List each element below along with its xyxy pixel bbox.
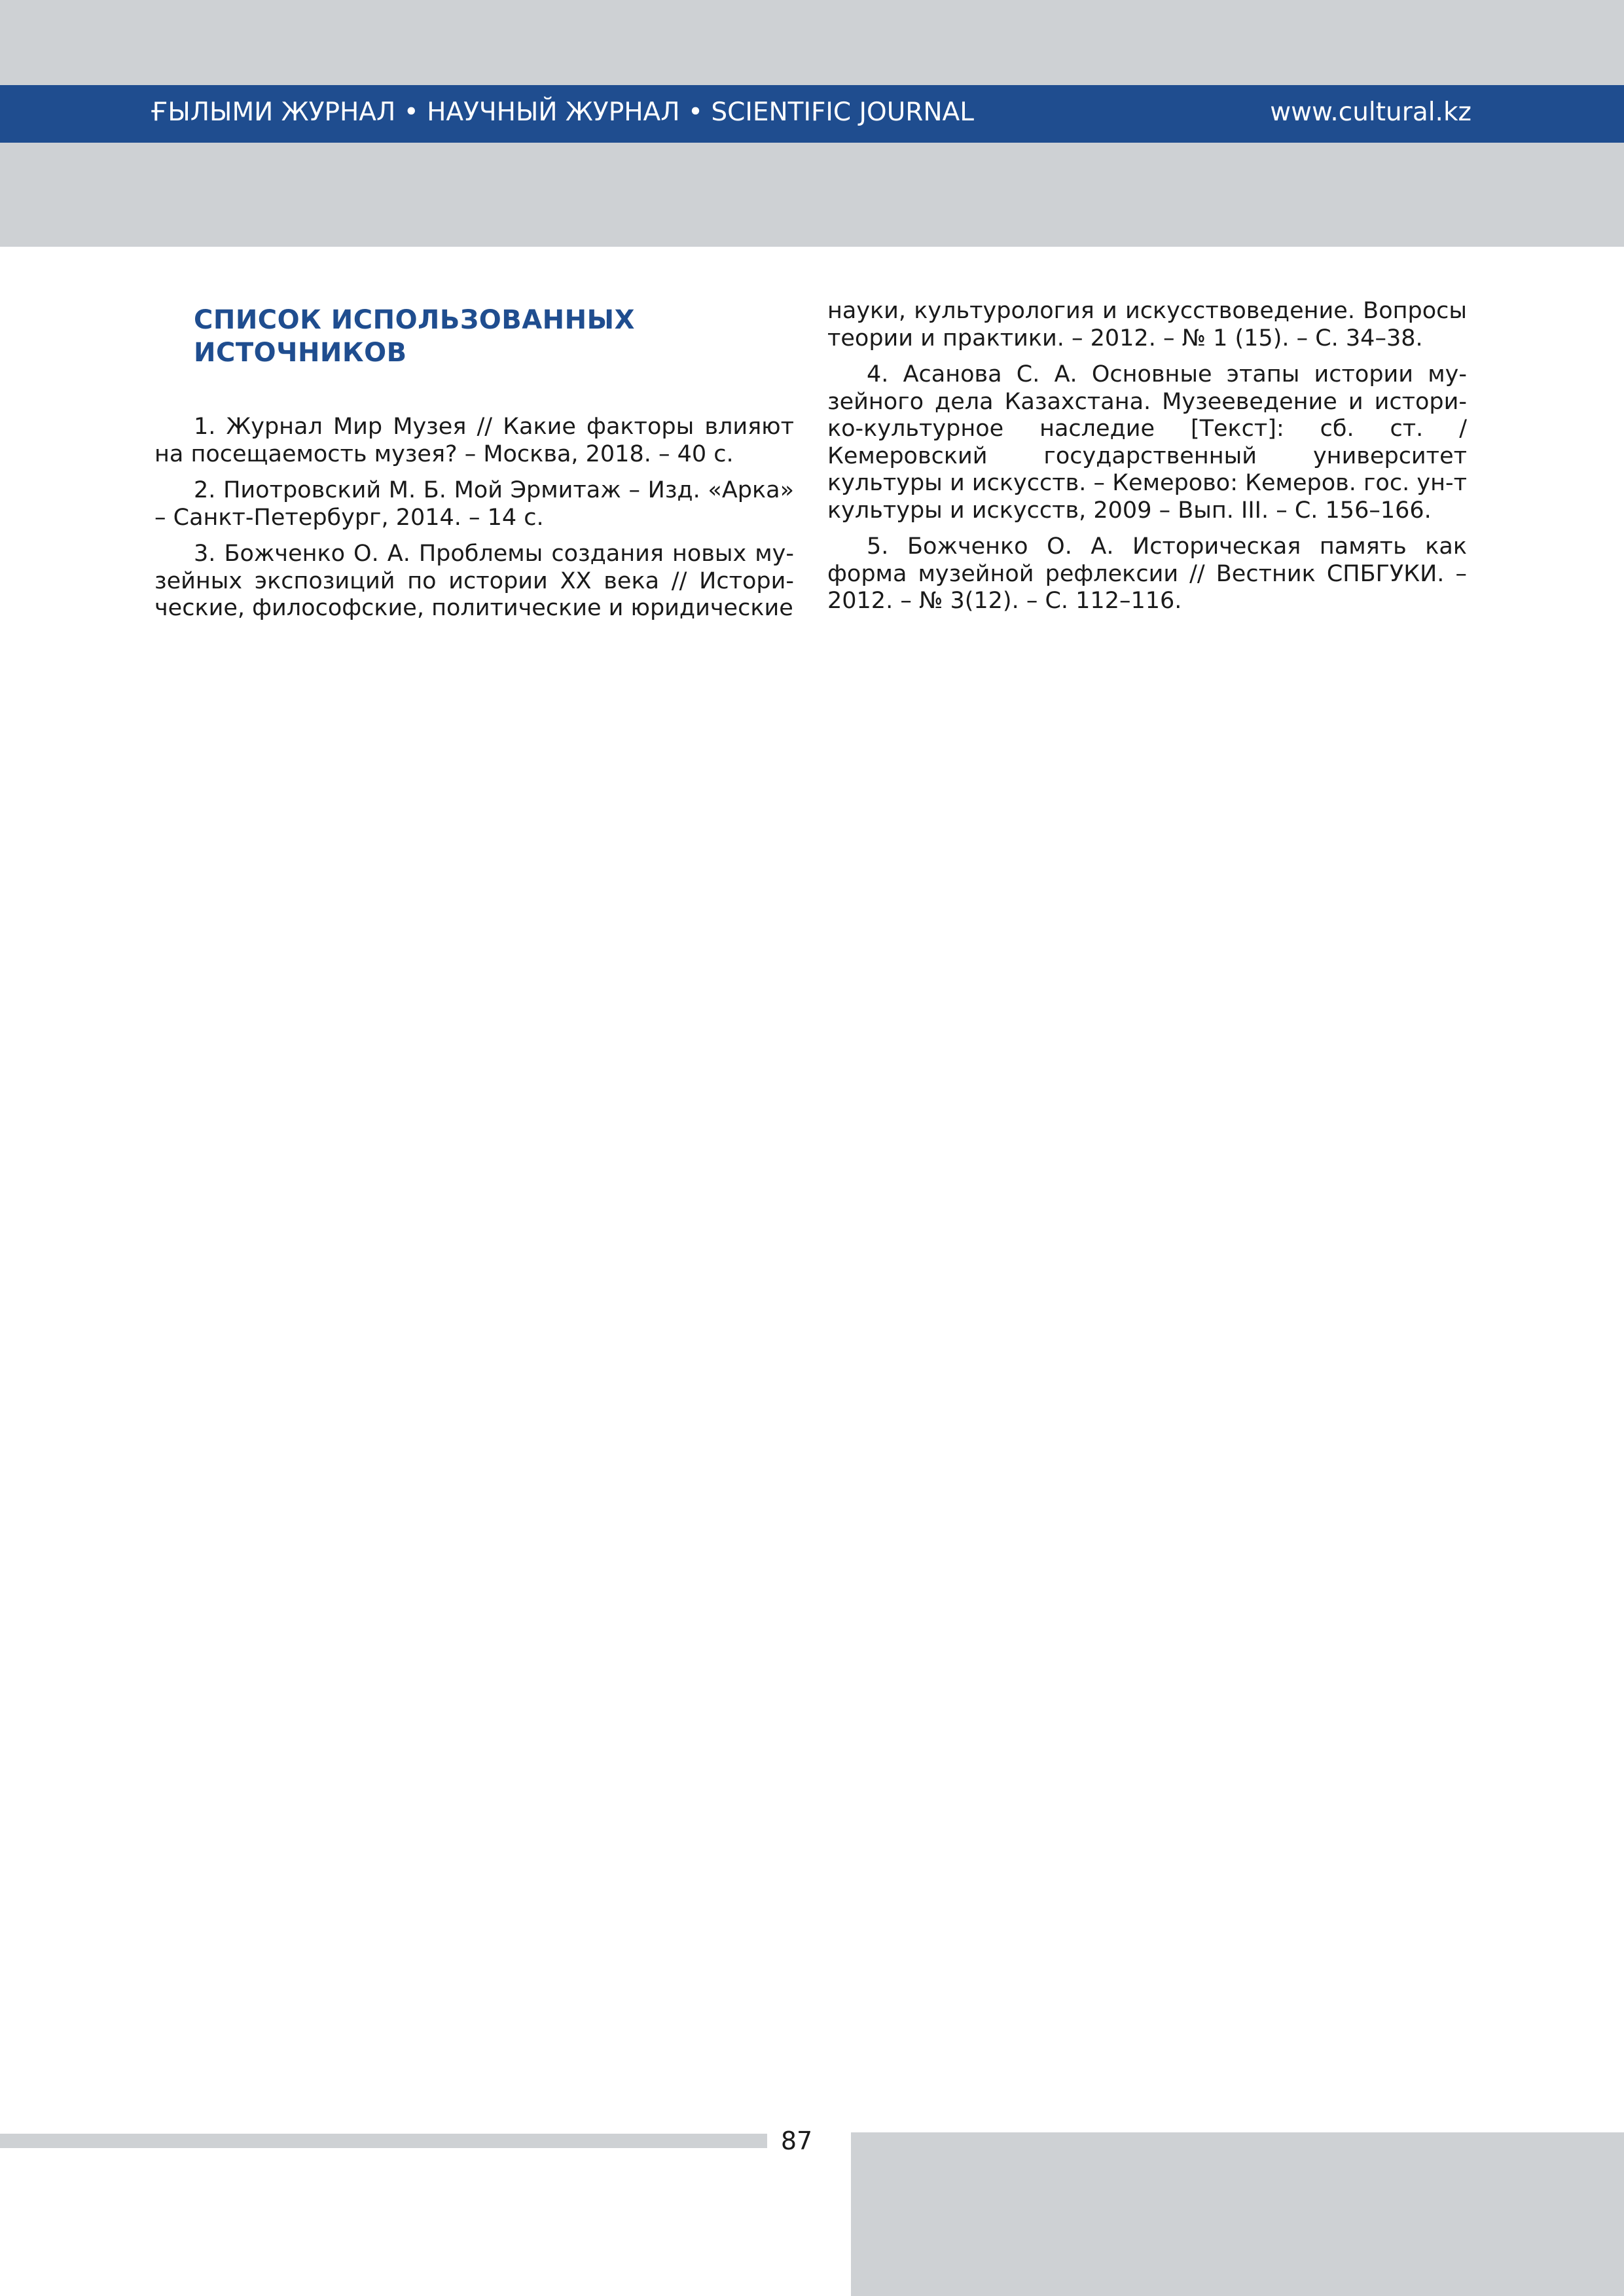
reference-text: Пиотровский М. Б. Мой Эрмитаж – Изд. «Арка» – Санкт-Петербург, 2014. – 14 с. xyxy=(154,477,794,531)
footer-block xyxy=(851,2132,1624,2296)
reference-1 xyxy=(154,414,794,468)
site-url[interactable]: www.cultural.kz xyxy=(1270,98,1471,127)
reference-number: 1. xyxy=(194,414,216,440)
reference-2 xyxy=(154,477,794,531)
reference-text: Журнал Мир Музея // Какие факторы влияют на посещаемость музея? – Москва, 2018. – 40 с. xyxy=(154,414,794,467)
reference-number: 4. xyxy=(867,361,889,387)
left-column xyxy=(154,298,794,632)
right-column xyxy=(827,298,1467,624)
reference-4 xyxy=(827,361,1467,524)
reference-text: Божченко О. А. Проблемы создания новых музейных экспозиций по истории XX века // Исторические, философские, политические и юридические xyxy=(154,541,794,621)
reference-number: 5. xyxy=(867,533,889,560)
reference-number: 2. xyxy=(194,477,216,503)
reference-text: Божченко О. А. Историческая память как форма музейной рефлексии // Вестник СПБГУКИ. – 2012. – № 3(12). – С. 112–116. xyxy=(827,533,1467,614)
reference-5 xyxy=(827,533,1467,615)
reference-3 xyxy=(154,541,794,622)
section-title: СПИСОК ИСПОЛЬЗОВАННЫХ ИСТОЧНИКОВ xyxy=(194,305,635,368)
journal-title: ҒЫЛЫМИ ЖУРНАЛ • НАУЧНЫЙ ЖУРНАЛ • SCIENTIFIC JOURNAL xyxy=(151,98,974,127)
reference-3-continuation: науки, культурология и искусствоведение. Вопросы теории и практики. – 2012. – № 1 (15). – С. 34–38. xyxy=(827,298,1467,351)
footer-bar xyxy=(0,2134,767,2148)
reference-text: Асанова С. А. Основные этапы истории музейного дела Казахстана. Музееведение и историко-культурное наследие [Текст]: сб. ст. / Кемеровский государственный университет культуры и искусств. – Кемерово: Кемеров. гос. ун-т культуры и искусств, 2009 – Вып. III. – С. 156–166. xyxy=(827,361,1467,524)
page-number: 87 xyxy=(780,2126,813,2155)
reference-number: 3. xyxy=(194,541,216,567)
